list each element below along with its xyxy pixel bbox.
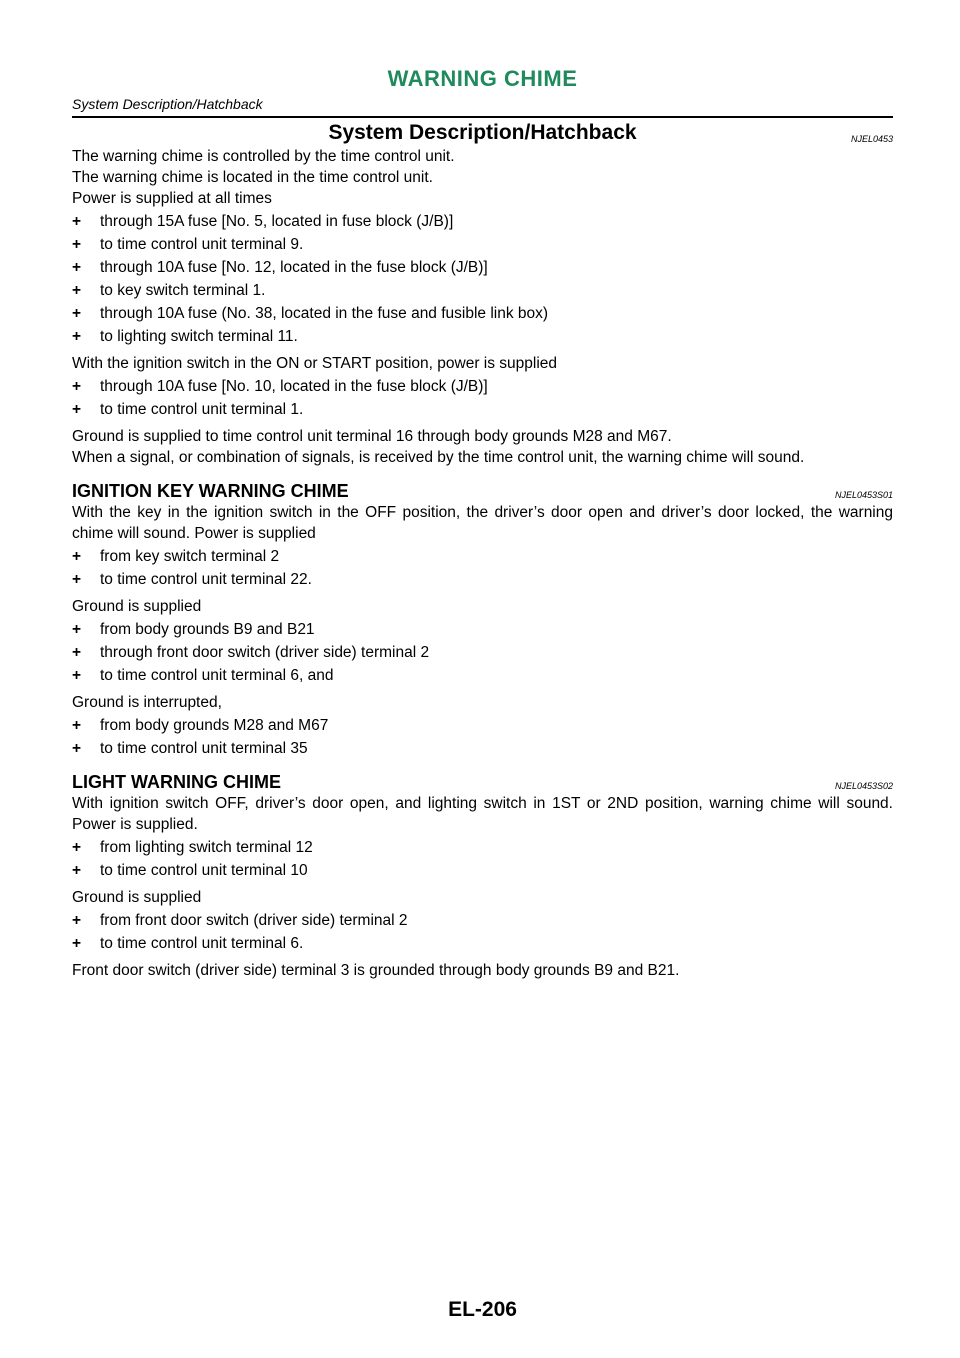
light-ground-label: Ground is supplied	[72, 889, 202, 906]
list-item-text: to time control unit terminal 1.	[100, 401, 304, 418]
list-item-text: through 10A fuse [No. 10, located in the fuse block (J/B)]	[100, 378, 488, 395]
list-item	[72, 860, 893, 881]
main-intro-1: The warning chime is controlled by the time control unit.	[72, 148, 455, 165]
bullet-glyph: +	[72, 282, 82, 299]
bullet-glyph: +	[72, 401, 82, 418]
bullet-glyph: +	[72, 667, 82, 684]
bullet-glyph: +	[72, 213, 82, 230]
list-item-text: through 10A fuse [No. 12, located in the fuse block (J/B)]	[100, 259, 488, 276]
page-content	[72, 119, 893, 981]
list-item	[72, 933, 893, 954]
ignition-intro: With the key in the ignition switch in the OFF position, the driver’s door open and driver’s door locked, the warning chime will sound. Power is supplied	[72, 504, 893, 542]
list-item	[72, 303, 893, 324]
list-item-text: to lighting switch terminal 11.	[100, 328, 298, 345]
list-item	[72, 569, 893, 590]
list-item	[72, 376, 893, 397]
bullet-glyph: +	[72, 717, 82, 734]
list-item	[72, 910, 893, 931]
bullet-glyph: +	[72, 862, 82, 879]
list-item	[72, 234, 893, 255]
bullet-glyph: +	[72, 621, 82, 638]
list-item	[72, 280, 893, 301]
list-item-text: to key switch terminal 1.	[100, 282, 266, 299]
section-main-heading	[72, 119, 893, 146]
list-item-text: to time control unit terminal 6.	[100, 935, 304, 952]
light-intro: With ignition switch OFF, driver’s door open, and lighting switch in 1ST or 2ND position, warning chime will sound. Power is supplied.	[72, 795, 893, 833]
list-item	[72, 715, 893, 736]
ignition-interrupt-label: Ground is interrupted,	[72, 694, 222, 711]
bullet-glyph: +	[72, 548, 82, 565]
bullet-glyph: +	[72, 236, 82, 253]
list-item-text: to time control unit terminal 35	[100, 740, 308, 757]
main-closing-2: When a signal, or combination of signals, is received by the time control unit, the warning chime will sound.	[72, 449, 805, 466]
section-ignition-code: NJEL0453S01	[834, 490, 893, 500]
list-item-text: from body grounds M28 and M67	[100, 717, 329, 734]
list-item-text: from front door switch (driver side) terminal 2	[100, 912, 408, 929]
section-main-code: NJEL0453	[850, 134, 893, 144]
list-item	[72, 619, 893, 640]
list-item-text: to time control unit terminal 9.	[100, 236, 304, 253]
page-header-subtitle: System Description/Hatchback	[72, 96, 263, 112]
bullet-glyph: +	[72, 378, 82, 395]
page-header-title: WARNING CHIME	[387, 66, 578, 91]
list-item	[72, 837, 893, 858]
list-item-text: from body grounds B9 and B21	[100, 621, 315, 638]
list-item-text: to time control unit terminal 22.	[100, 571, 312, 588]
ignition-ground-label: Ground is supplied	[72, 598, 202, 615]
main-ignition-paragraph: With the ignition switch in the ON or START position, power is supplied	[72, 355, 558, 372]
list-item-text: through 10A fuse (No. 38, located in the fuse and fusible link box)	[100, 305, 549, 322]
page-number: EL-206	[448, 1298, 517, 1321]
list-item-text: through 15A fuse [No. 5, located in fuse block (J/B)]	[100, 213, 454, 230]
bullet-glyph: +	[72, 259, 82, 276]
list-item	[72, 257, 893, 278]
light-closing: Front door switch (driver side) terminal 3 is grounded through body grounds B9 and B21.	[72, 962, 680, 979]
list-item	[72, 546, 893, 567]
section-light-code: NJEL0453S02	[834, 781, 893, 791]
bullet-glyph: +	[72, 305, 82, 322]
section-ignition-title: IGNITION KEY WARNING CHIME	[72, 481, 349, 501]
bullet-glyph: +	[72, 912, 82, 929]
bullet-glyph: +	[72, 571, 82, 588]
list-item	[72, 642, 893, 663]
main-intro-2: The warning chime is located in the time control unit.	[72, 169, 433, 186]
list-item	[72, 738, 893, 759]
section-light-heading	[72, 771, 893, 793]
list-item	[72, 326, 893, 347]
bullet-glyph: +	[72, 839, 82, 856]
main-intro-3: Power is supplied at all times	[72, 190, 272, 207]
list-item	[72, 665, 893, 686]
section-main-title: System Description/Hatchback	[328, 121, 637, 144]
list-item-text: from key switch terminal 2	[100, 548, 280, 565]
bullet-glyph: +	[72, 328, 82, 345]
list-item-text: from lighting switch terminal 12	[100, 839, 313, 856]
list-item-text: to time control unit terminal 6, and	[100, 667, 334, 684]
bullet-glyph: +	[72, 935, 82, 952]
bullet-glyph: +	[72, 644, 82, 661]
main-closing-1: Ground is supplied to time control unit terminal 16 through body grounds M28 and M67.	[72, 428, 672, 445]
header-divider	[72, 116, 893, 118]
list-item	[72, 399, 893, 420]
section-light-title: LIGHT WARNING CHIME	[72, 772, 281, 792]
section-ignition-heading	[72, 480, 893, 502]
list-item-text: through front door switch (driver side) terminal 2	[100, 644, 430, 661]
list-item	[72, 211, 893, 232]
bullet-glyph: +	[72, 740, 82, 757]
manual-page	[72, 0, 893, 1358]
list-item-text: to time control unit terminal 10	[100, 862, 308, 879]
